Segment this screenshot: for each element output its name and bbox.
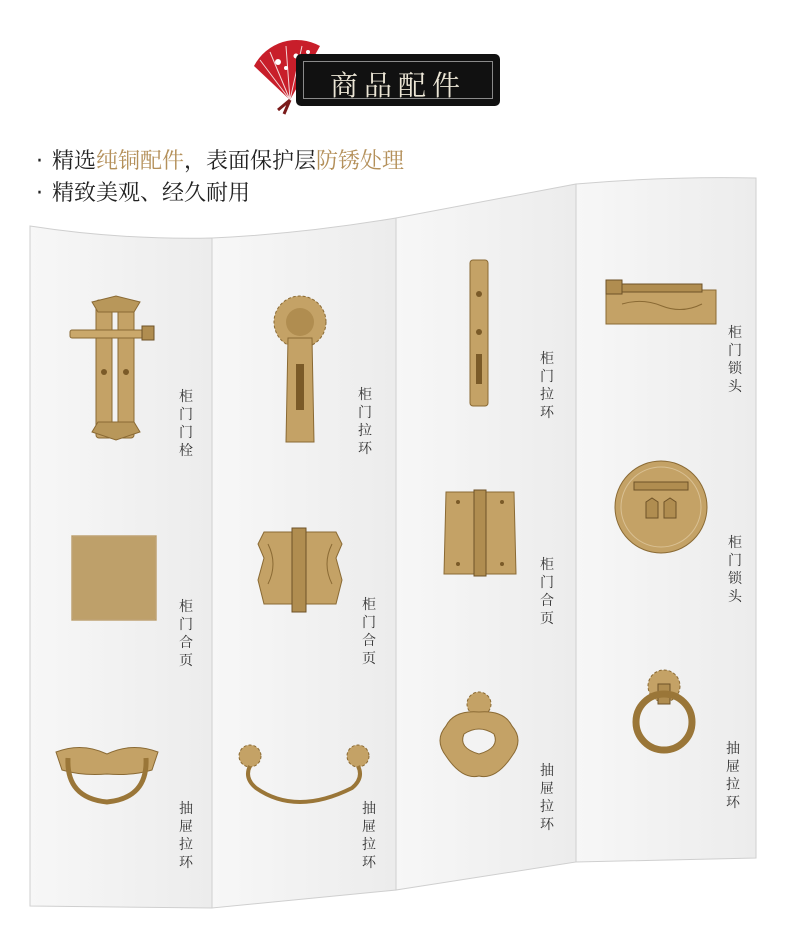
door-latch-image [66,292,166,442]
item-label-4: 柜门拉环 [358,387,372,457]
item-label-11: 柜门锁头 [728,535,742,605]
item-label-2: 柜门合页 [179,599,193,669]
drawer-pull-image [52,740,162,810]
item-label-10: 柜门锁头 [728,325,742,395]
feature-item-1: · 精选纯铜配件，表面保护层防锈处理 [36,149,405,174]
item-label-6: 抽屉拉环 [362,801,376,871]
section-header [250,38,510,118]
long-door-pull-image [466,258,492,408]
item-label-12: 抽屉拉环 [726,741,740,811]
round-lock-plate-image [612,458,710,556]
bail-pull-image [236,742,372,812]
item-label-9: 抽屉拉环 [540,763,554,833]
padlock-image [602,276,720,328]
ring-pull-image [626,666,702,756]
item-label-1: 柜门门栓 [179,389,193,459]
item-label-3: 抽屉拉环 [179,801,193,871]
item-label-5: 柜门合页 [362,597,376,667]
feature-item-2: · 精致美观、经久耐用 [36,181,251,206]
title-plate [298,56,498,104]
feature-list [36,146,404,210]
item-label-7: 柜门拉环 [540,351,554,421]
flat-hinge-image [440,488,520,578]
ornate-hinge-image [254,524,346,614]
hinge-image [70,534,160,624]
page-title: 商品配件 [329,69,466,102]
cloud-pull-image [434,690,524,782]
item-label-8: 柜门合页 [540,557,554,627]
door-pull-image [270,292,340,444]
